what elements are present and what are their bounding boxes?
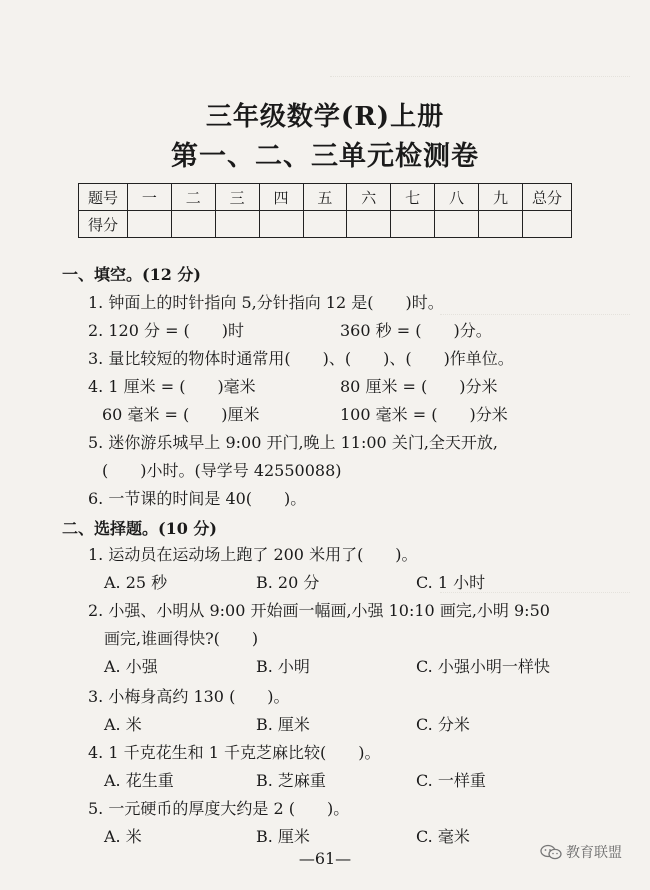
score-cell[interactable]: [259, 211, 303, 238]
score-header-cell: 总分: [523, 184, 572, 211]
question-1-5-line2: ( )小时。(导学号 42550088): [102, 461, 342, 480]
option-c[interactable]: C. 小强小明一样快: [416, 657, 550, 676]
score-row-label: 得分: [79, 211, 128, 238]
option-c[interactable]: C. 一样重: [416, 771, 486, 790]
score-cell[interactable]: [523, 211, 572, 238]
bleed-through: [440, 300, 630, 315]
score-cell[interactable]: [128, 211, 172, 238]
score-header-cell: 三: [215, 184, 259, 211]
score-header-cell: 一: [128, 184, 172, 211]
wechat-icon: [540, 844, 562, 860]
question-2-3: 3. 小梅身高约 130 ( )。: [88, 687, 290, 706]
score-header-cell: 六: [347, 184, 391, 211]
option-c[interactable]: C. 1 小时: [416, 573, 486, 592]
question-2-2-line2: 画完,谁画得快?( ): [104, 629, 259, 648]
section-heading-fill-in: 一、填空。(12 分): [62, 265, 201, 284]
watermark: [540, 842, 622, 862]
option-a[interactable]: A. 米: [104, 715, 142, 734]
score-cell[interactable]: [171, 211, 215, 238]
score-cell[interactable]: [347, 211, 391, 238]
question-1-5-line1: 5. 迷你游乐城早上 9:00 开门,晚上 11:00 关门,全天开放,: [88, 433, 498, 452]
score-header-cell: 四: [259, 184, 303, 211]
score-header-cell: 九: [479, 184, 523, 211]
question-2-5: 5. 一元硬币的厚度大约是 2 ( )。: [88, 799, 350, 818]
question-2-4: 4. 1 千克花生和 1 千克芝麻比较( )。: [88, 743, 381, 762]
score-header-cell: 题号: [79, 184, 128, 211]
option-b[interactable]: B. 小明: [256, 657, 310, 676]
option-a[interactable]: A. 25 秒: [104, 573, 168, 592]
question-1-3: 3. 量比较短的物体时通常用( )、( )、( )作单位。: [88, 349, 514, 368]
score-header-cell: 二: [171, 184, 215, 211]
question-2-2-line1: 2. 小强、小明从 9:00 开始画一幅画,小强 10:10 画完,小明 9:50: [88, 601, 550, 620]
option-b[interactable]: B. 芝麻重: [256, 771, 326, 790]
option-a[interactable]: A. 小强: [104, 657, 158, 676]
question-2-1: 1. 运动员在运动场上跑了 200 米用了( )。: [88, 545, 418, 564]
option-a[interactable]: A. 花生重: [104, 771, 174, 790]
score-table-header-row: [79, 184, 572, 211]
question-1-2a: 2. 120 分 = ( )时: [88, 321, 245, 340]
option-c[interactable]: C. 毫米: [416, 827, 470, 846]
score-cell[interactable]: [435, 211, 479, 238]
score-cell[interactable]: [391, 211, 435, 238]
score-header-cell: 五: [303, 184, 347, 211]
score-header-cell: 七: [391, 184, 435, 211]
bleed-through: [330, 62, 630, 77]
score-table: [78, 183, 572, 238]
question-1-2b: 360 秒 = ( )分。: [340, 321, 492, 340]
question-1-4c: 60 毫米 = ( )厘米: [102, 405, 260, 424]
section-heading-multiple-choice: 二、选择题。(10 分): [62, 519, 217, 538]
option-c[interactable]: C. 分米: [416, 715, 470, 734]
score-table-score-row: [79, 211, 572, 238]
exam-subtitle: 第一、二、三单元检测卷: [171, 141, 479, 172]
question-1-1: 1. 钟面上的时针指向 5,分针指向 12 是( )时。: [88, 293, 444, 312]
score-cell[interactable]: [215, 211, 259, 238]
score-header-cell: 八: [435, 184, 479, 211]
page-number: —61—: [298, 849, 352, 868]
question-1-6: 6. 一节课的时间是 40( )。: [88, 489, 307, 508]
watermark-text: 教育联盟: [566, 845, 622, 861]
question-1-4d: 100 毫米 = ( )分米: [340, 405, 508, 424]
question-1-4b: 80 厘米 = ( )分米: [340, 377, 498, 396]
option-a[interactable]: A. 米: [104, 827, 142, 846]
question-1-4a: 4. 1 厘米 = ( )毫米: [88, 377, 256, 396]
option-b[interactable]: B. 厘米: [256, 827, 310, 846]
exam-title: 三年级数学(R)上册: [205, 102, 445, 132]
score-cell[interactable]: [303, 211, 347, 238]
score-cell[interactable]: [479, 211, 523, 238]
option-b[interactable]: B. 厘米: [256, 715, 310, 734]
option-b[interactable]: B. 20 分: [256, 573, 320, 592]
